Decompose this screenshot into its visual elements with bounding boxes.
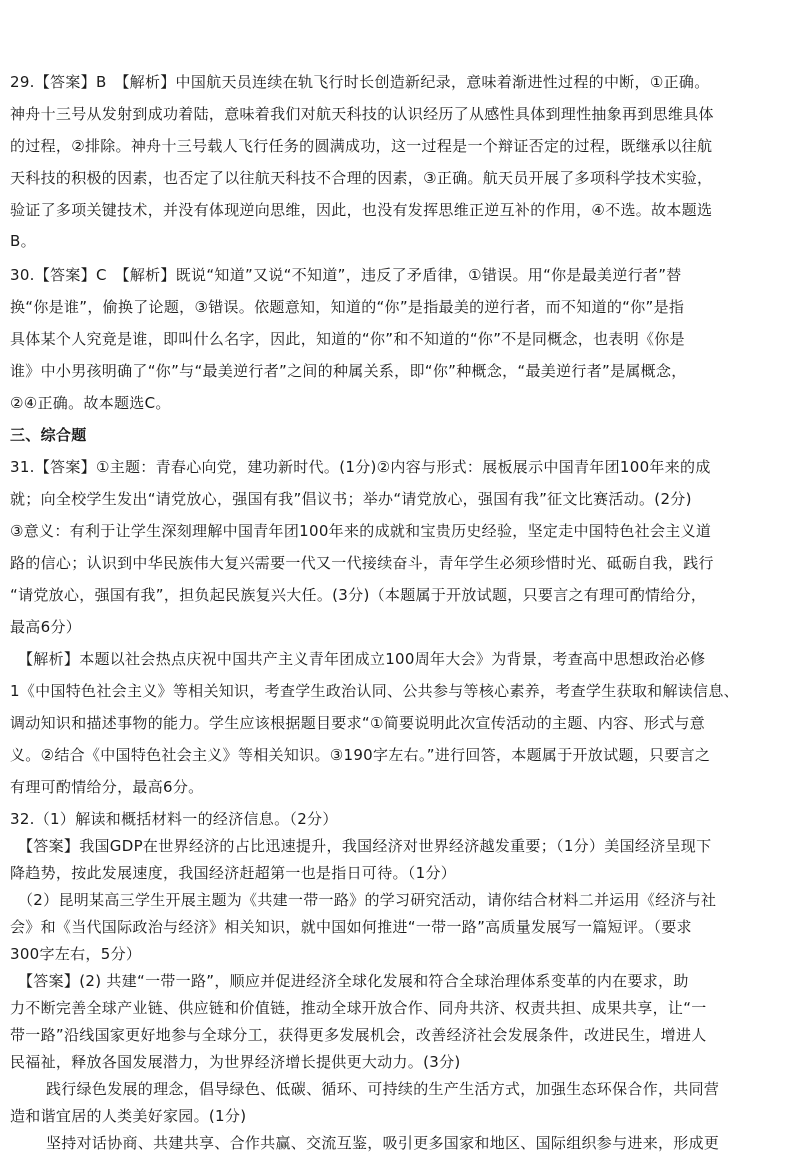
q31-line-6: 最高6分）	[10, 618, 82, 636]
q31-line-5: “请党放心，强国有我”，担负起民族复兴大任。(3分)（本题属于开放试题，只要言之有理可酌情给分，	[10, 586, 707, 604]
q32-line-12: 造和谐宜居的人类美好家园。(1分)	[10, 1107, 247, 1125]
q32-line-3: 降趋势，按此发展速度，我国经济赶超第一也是指日可待。（1分）	[10, 864, 457, 882]
q31-analysis-line-3: 调动知识和描述事物的能力。学生应该根据题目要求“①简要说明此次宣传活动的主题、内容、形式与意	[10, 714, 706, 732]
section-heading: 三、综合题	[10, 426, 87, 444]
q32-line-5: 会》和《当代国际政治与经济》相关知识，就中国如何推进“一带一路”高质量发展写一篇短评。（要求	[10, 918, 692, 936]
q29-line-6: B。	[10, 232, 36, 250]
q30-line-5: ②④正确。故本题选C。	[10, 394, 171, 412]
q32-line-7: 【答案】(2) 共建“一带一路”，顺应并促进经济全球化发展和符合全球治理体系变革的内在要求，助	[18, 972, 689, 990]
q31-analysis-line-4: 义。②结合《中国特色社会主义》等相关知识。③190字左右。”进行回答，本题属于开放试题，只要言之	[10, 746, 711, 764]
q29-line-1: 29.【答案】B 【解析】中国航天员连续在轨飞行时长创造新纪录，意味着渐进性过程的中断，①正确。	[10, 73, 710, 91]
q31-line-1: 31.【答案】①主题：青春心向党，建功新时代。(1分)②内容与形式：展板展示中国青年团100年来的成	[10, 458, 711, 476]
q29-line-2: 神舟十三号从发射到成功着陆，意味着我们对航天科技的认识经历了从感性具体到理性抽象再到思维具体	[10, 105, 714, 123]
q29-line-3: 的过程，②排除。神舟十三号载人飞行任务的圆满成功，这一过程是一个辩证否定的过程，既继承以往航	[10, 137, 713, 155]
q32-line-8: 力不断完善全球产业链、供应链和价值链，推动全球开放合作、同舟共济、权责共担、成果共享，让“一	[10, 999, 707, 1017]
q30-line-2: 换“你是谁”，偷换了论题，③错误。依题意知，知道的“你”是指最美的逆行者，而不知道的“你”是指	[10, 298, 685, 316]
q32-line-13: 坚持对话协商、共建共享、合作共赢、交流互鉴，吸引更多国家和地区、国际组织参与进来，形成更	[46, 1134, 720, 1152]
q29-line-4: 天科技的积极的因素，也否定了以往航天科技不合理的因素，③正确。航天员开展了多项科学技术实验，	[10, 169, 713, 187]
q29-line-5: 验证了多项关键技术，并没有体现逆向思维，因此，也没有发挥思维正逆互补的作用，④不选。故本题选	[10, 201, 713, 219]
q30-line-4: 谁》中小男孩明确了“你”与“最美逆行者”之间的种属关系，即“你”种概念，“最美逆行者”是属概念，	[10, 362, 687, 380]
q32-line-6: 300字左右，5分）	[10, 945, 142, 963]
q31-analysis-line-1: 【解析】本题以社会热点庆祝中国共产主义青年团成立100周年大会》为背景，考查高中思想政治必修	[18, 650, 706, 668]
q31-analysis-line-5: 有理可酌情给分，最高6分。	[10, 778, 204, 796]
q32-line-2: 【答案】我国GDP在世界经济的占比迅速提升，我国经济对世界经济越发重要；（1分）美国经济呈现下	[18, 837, 712, 855]
q31-line-4: 路的信心；认识到中华民族伟大复兴需要一代又一代接续奋斗，青年学生必须珍惜时光、砥砺自我，践行	[10, 554, 714, 572]
q32-line-10: 民福祉，释放各国发展潜力，为世界经济增长提供更大动力。(3分)	[10, 1053, 461, 1071]
q31-line-2: 就；向全校学生发出“请党放心，强国有我”倡议书；举办“请党放心，强国有我”征文比赛活动。(2分)	[10, 490, 692, 508]
q32-line-11: 践行绿色发展的理念，倡导绿色、低碳、循环、可持续的生产生活方式，加强生态环保合作，共同营	[46, 1080, 720, 1098]
q32-line-9: 带一路”沿线国家更好地参与全球分工，获得更多发展机会，改善经济社会发展条件，改进民生，增进人	[10, 1026, 707, 1044]
q30-line-3: 具体某个人究竟是谁，即叫什么名字，因此，知道的“你”和不知道的“你”不是同概念，也表明《你是	[10, 330, 685, 348]
q31-line-3: ③意义：有利于让学生深刻理解中国青年团100年来的成就和宝贵历史经验，坚定走中国特色社会主义道	[10, 522, 712, 540]
q31-analysis-line-2: 1《中国特色社会主义》等相关知识，考查学生政治认同、公共参与等核心素养，考查学生获取和解读信息、	[10, 682, 739, 700]
q30-line-1: 30.【答案】C 【解析】既说“知道”又说“不知道”，违反了矛盾律，①错误。用“你是最美逆行者”替	[10, 266, 682, 284]
q32-line-4: （2）昆明某高三学生开展主题为《共建一带一路》的学习研究活动，请你结合材料二并运用《经济与社	[18, 891, 717, 909]
q32-line-1: 32.（1）解读和概括材料一的经济信息。（2分）	[10, 810, 338, 828]
